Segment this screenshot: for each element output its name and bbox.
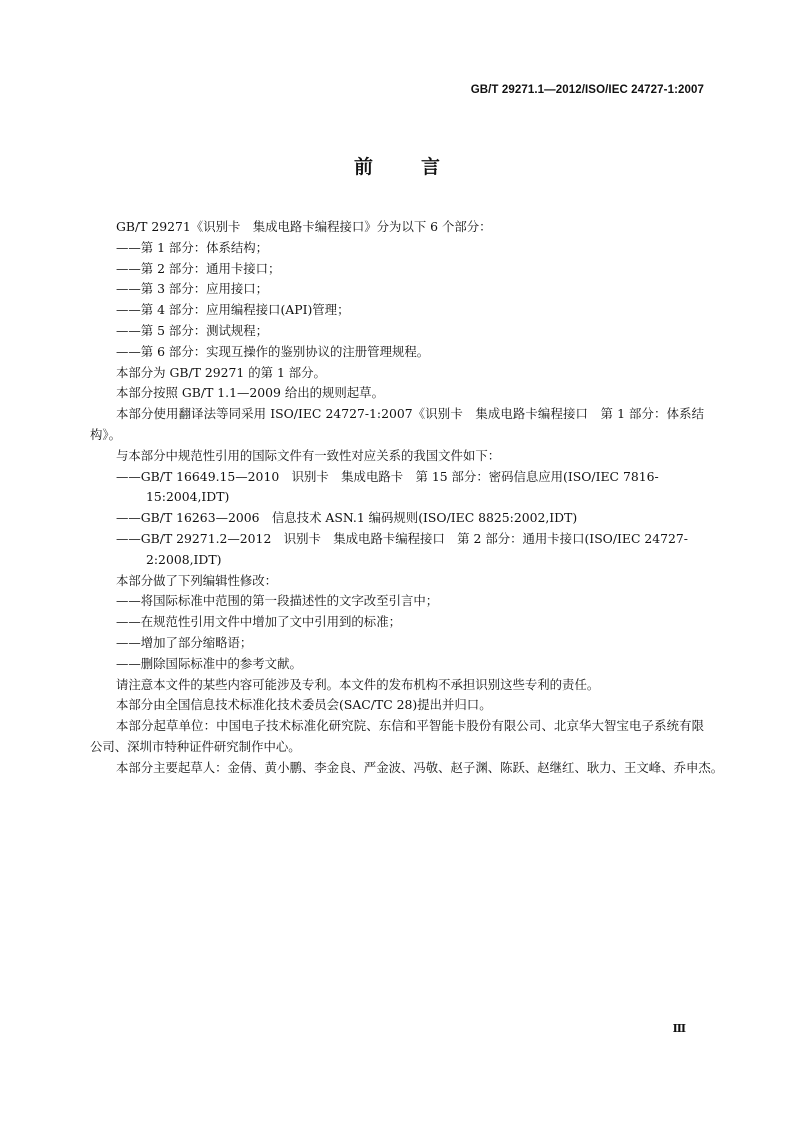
edit-list-item: ——删除国际标准中的参考文献。 [116,655,302,671]
edit-list-item: ——将国际标准中范围的第一段描述性的文字改至引言中； [116,593,439,609]
adoption-statement: 本部分使用翻译法等同采用 ISO/IEC 24727-1:2007《识别卡 集成电路卡编程接口 第 1 部分：体系结构》。 [90,406,704,442]
correspondence-intro: 与本部分中规范性引用的国际文件有一致性对应关系的我国文件如下： [116,447,501,463]
part-list-item: ——第 6 部分：实现互操作的鉴别协议的注册管理规程。 [116,343,430,359]
part-statement: 本部分为 GB/T 29271 的第 1 部分。 [116,364,326,380]
edits-intro: 本部分做了下列编辑性修改： [116,572,278,588]
standard-code-header: GB/T 29271.1—2012/ISO/IEC 24727-1:2007 [470,84,704,96]
drafters: 本部分主要起草人：金倩、黄小鹏、李金良、严金波、冯敬、赵子渊、陈跃、赵继红、耿力、王文峰、乔申杰。 [116,759,724,775]
part-list-item: ——第 3 部分：应用接口； [116,281,269,297]
page-title: 前言 [353,156,488,178]
intro-paragraph: GB/T 29271《识别卡 集成电路卡编程接口》分为以下 6 个部分： [116,219,492,234]
page-number: Ⅲ [672,1022,686,1035]
part-list-item: ——第 4 部分：应用编程接口(API)管理； [116,302,350,318]
part-list-item: ——第 5 部分：测试规程； [116,322,269,338]
part-list-item: ——第 1 部分：体系结构； [116,239,269,255]
foreword-body [90,217,724,779]
committee-statement: 本部分由全国信息技术标准化技术委员会(SAC/TC 28)提出并归口。 [116,697,492,713]
edit-list-item: ——在规范性引用文件中增加了文中引用到的标准； [116,614,401,630]
reference-list-item: ——GB/T 29271.2—2012 识别卡 集成电路卡编程接口 第 2 部分：通用卡接口(ISO/IEC 24727-2:2008,IDT) [116,530,688,567]
reference-list-item: ——GB/T 16263—2006 信息技术 ASN.1 编码规则(ISO/IEC 8825:2002,IDT) [116,510,578,526]
drafting-units: 本部分起草单位：中国电子技术标准化研究院、东信和平智能卡股份有限公司、北京华大智宝电子系统有限公司、深圳市特种证件研究制作中心。 [90,718,704,754]
part-list-item: ——第 2 部分：通用卡接口； [116,260,281,276]
reference-list-item: ——GB/T 16649.15—2010 识别卡 集成电路卡 第 15 部分：密码信息应用(ISO/IEC 7816-15:2004,IDT) [116,468,659,505]
patent-notice: 请注意本文件的某些内容可能涉及专利。本文件的发布机构不承担识别这些专利的责任。 [116,676,600,692]
drafting-rules-statement: 本部分按照 GB/T 1.1—2009 给出的规则起草。 [116,385,384,401]
edit-list-item: ——增加了部分缩略语； [116,634,253,650]
